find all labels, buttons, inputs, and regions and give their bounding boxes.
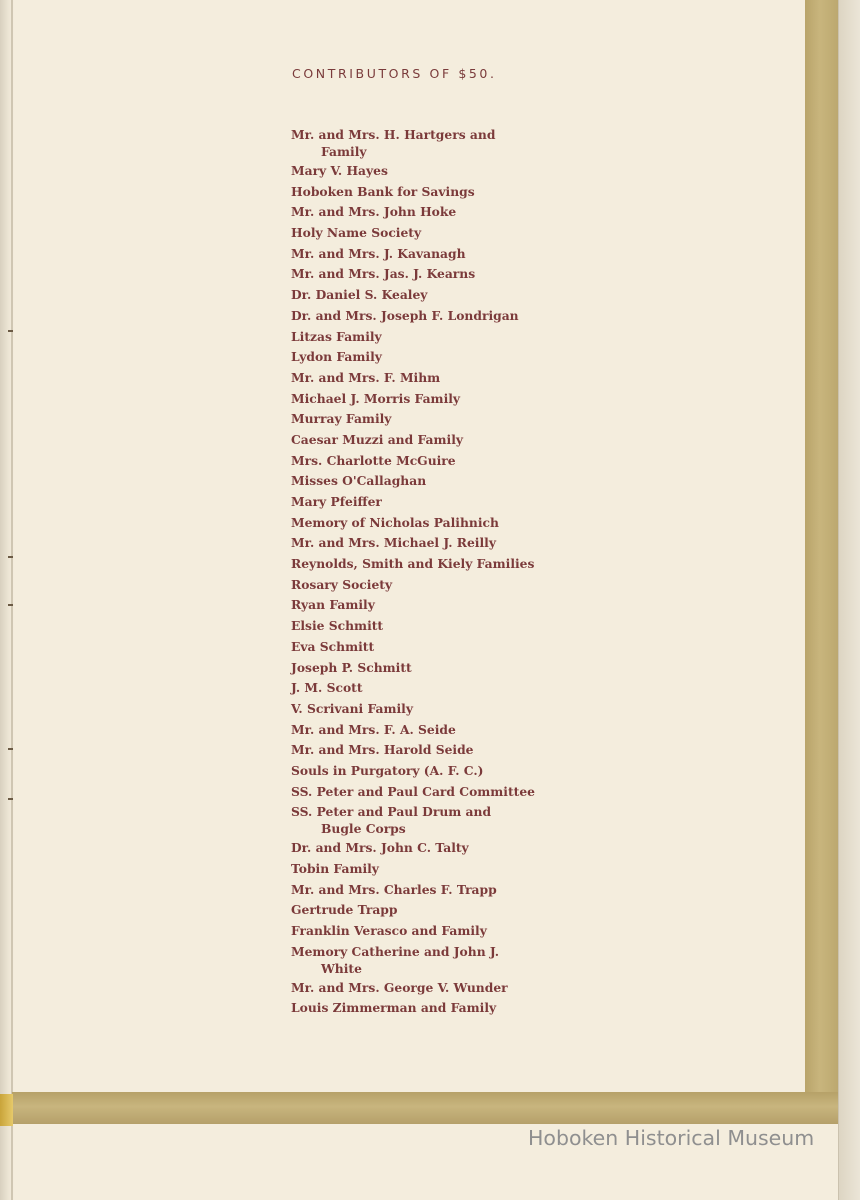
list-item: Franklin Verasco and Family	[291, 923, 487, 939]
contributor-name: Mr. and Mrs. H. Hartgers and	[291, 127, 496, 142]
list-item: Mary V. Hayes	[291, 163, 388, 178]
list-item: V. Scrivani Family	[291, 700, 414, 716]
list-item: Dr. and Mrs. John C. Talty	[291, 840, 469, 856]
list-item: Elsie Schmitt	[291, 618, 384, 634]
list-item: Mr. and Mrs. J. Kavanagh	[291, 245, 466, 261]
list-item: Mr. and Mrs. George V. Wunder	[291, 979, 508, 995]
list-item: Michael J. Morris Family	[291, 390, 461, 406]
list-item: Tobin Family	[291, 861, 379, 876]
list-item: Souls in Purgatory (A. F. C.)	[291, 762, 484, 778]
list-item: Mr. and Mrs. Michael J. Reilly	[291, 535, 496, 551]
contributor-name-continued: Family	[321, 144, 367, 159]
contributor-name-continued: White	[321, 960, 362, 976]
list-item: Memory of Nicholas Palihnich	[291, 514, 499, 530]
page-heading: CONTRIBUTORS OF $50.	[292, 66, 497, 81]
gold-tab	[0, 1094, 13, 1126]
contributor-name-continued: Bugle Corps	[321, 821, 406, 837]
list-item: Louis Zimmerman and Family	[291, 1000, 497, 1016]
list-item: SS. Peter and Paul Card Committee	[291, 783, 535, 799]
list-item: Mr. and Mrs. F. Mihm	[291, 369, 441, 385]
list-item: Eva Schmitt	[291, 638, 375, 654]
list-item: Litzas Family	[291, 328, 382, 344]
list-item: Joseph P. Schmitt	[291, 659, 412, 675]
gold-border-right	[805, 0, 838, 1122]
museum-watermark: Hoboken Historical Museum	[528, 1126, 815, 1150]
list-item: Mrs. Charlotte McGuire	[291, 452, 456, 468]
list-item: Holy Name Society	[291, 225, 422, 241]
back-cover-edge	[838, 0, 860, 1200]
list-item: Murray Family	[291, 411, 392, 427]
binding-stitch	[8, 330, 13, 332]
list-item: J. M. Scott	[291, 680, 363, 696]
list-item: Mr. and Mrs. Charles F. Trapp	[291, 881, 497, 897]
list-item: Misses O'Callaghan	[291, 473, 427, 489]
contributor-name: Memory Catherine and John J.	[291, 943, 500, 959]
list-item: Mr. and Mrs. Jas. J. Kearns	[291, 266, 476, 282]
list-item: Rosary Society	[291, 576, 393, 592]
contributors-list	[291, 126, 551, 1020]
list-item: Mr. and Mrs. John Hoke	[291, 204, 457, 220]
list-item: Mr. and Mrs. F. A. Seide	[291, 721, 456, 737]
list-item: Mr. and Mrs. Harold Seide	[291, 742, 474, 758]
binding-stitch	[8, 798, 13, 800]
list-item: Gertrude Trapp	[291, 902, 398, 918]
list-item: Lydon Family	[291, 349, 382, 365]
list-item: Mary Pfeiffer	[291, 494, 382, 509]
binding-stitch	[8, 556, 13, 558]
list-item: Caesar Muzzi and Family	[291, 431, 464, 447]
binding-stitch	[8, 748, 13, 750]
binding-fold	[11, 0, 13, 1200]
list-item: Reynolds, Smith and Kiely Families	[291, 556, 535, 572]
list-item: Dr. Daniel S. Kealey	[291, 287, 428, 303]
gold-border-bottom	[12, 1092, 838, 1124]
list-item	[291, 803, 551, 837]
list-item: Hoboken Bank for Savings	[291, 183, 475, 199]
list-item	[291, 943, 551, 977]
contributor-name: SS. Peter and Paul Drum and	[291, 804, 492, 820]
list-item	[291, 126, 551, 160]
list-item: Ryan Family	[291, 597, 375, 613]
list-item: Dr. and Mrs. Joseph F. Londrigan	[291, 307, 519, 323]
binding-stitch	[8, 604, 13, 606]
